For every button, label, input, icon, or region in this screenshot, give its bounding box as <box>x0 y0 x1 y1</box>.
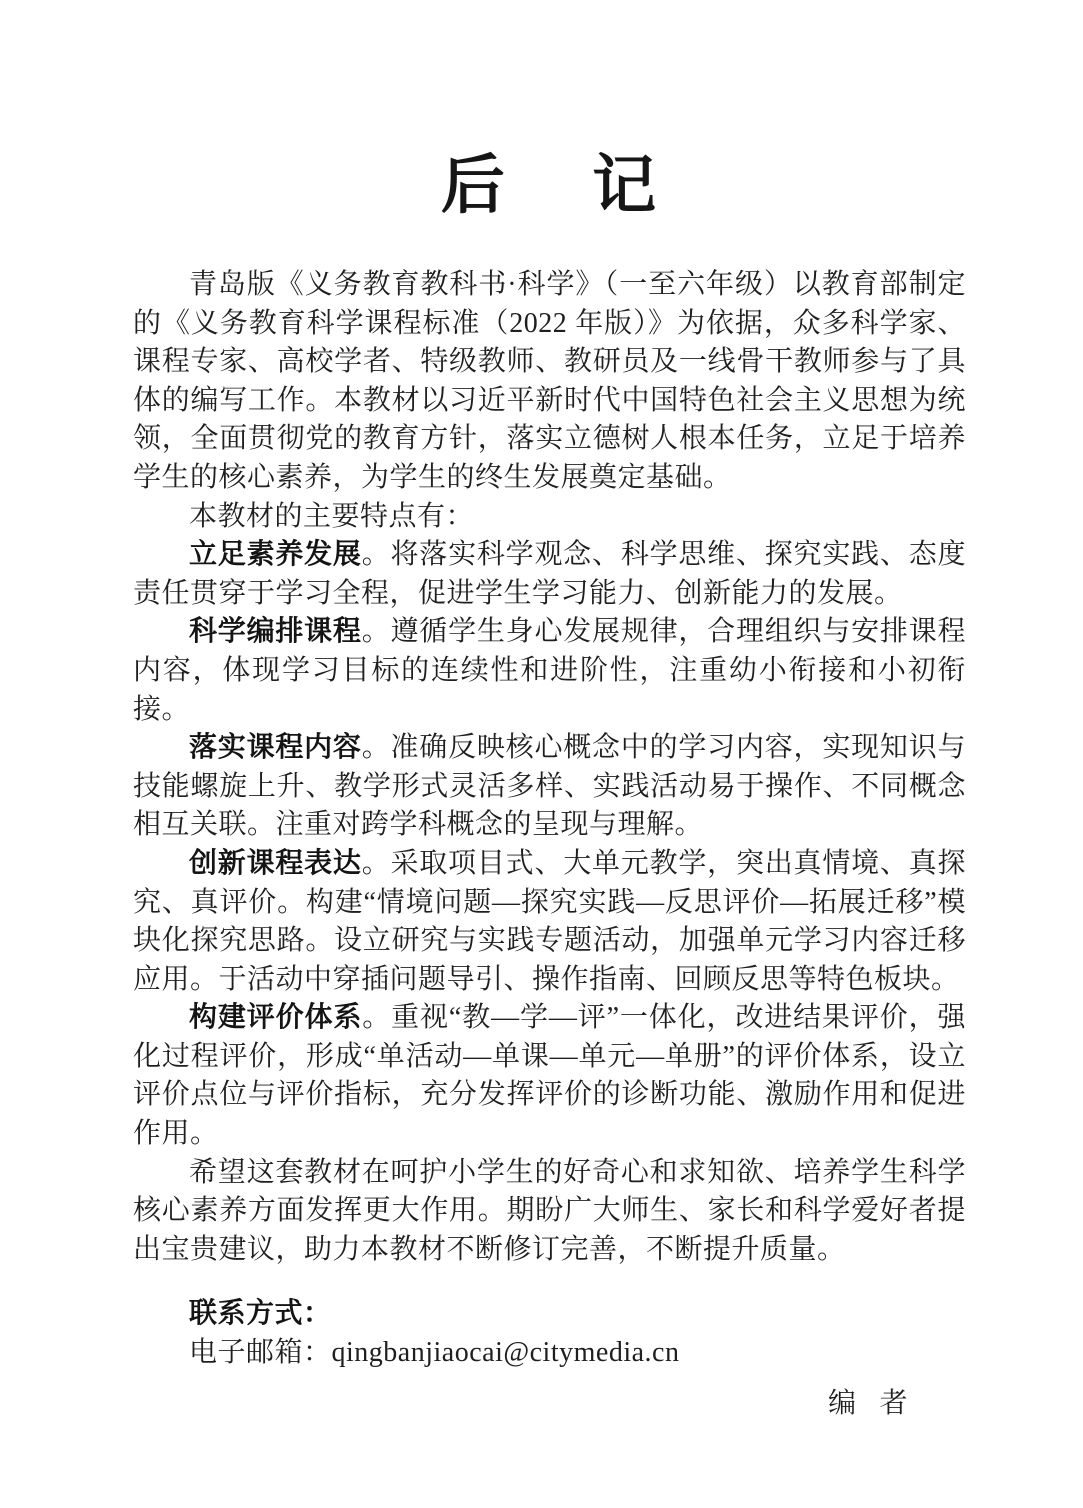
contact-section <box>133 1295 966 1372</box>
paragraph-text: 。重视“教—学—评”一体化，改进结果评价，强化过程评价，形成“单活动—单课—单元—单册”的评价体系，设立评价点位与评价指标，充分发挥评价的诊断功能、激励作用和促进作用。 <box>133 1002 966 1150</box>
paragraph-feature-2 <box>133 613 966 729</box>
page-title: 后 记 <box>440 150 659 221</box>
paragraph-feature-1 <box>133 536 966 613</box>
contact-heading-line <box>133 1295 966 1334</box>
paragraph-features-heading <box>133 498 966 537</box>
paragraph-lead: 科学编排课程 <box>189 616 362 648</box>
paragraph-text: 。将落实科学观念、科学思维、探究实践、态度责任贯穿于学习全程，促进学生学习能力、创新能力的发展。 <box>133 539 966 609</box>
paragraph-text: 希望这套教材在呵护小学生的好奇心和求知欲、培养学生科学核心素养方面发挥更大作用。期盼广大师生、家长和科学爱好者提出宝贵建议，助力本教材不断修订完善，不断提升质量。 <box>133 1156 966 1265</box>
paragraph-intro <box>133 266 966 498</box>
body-text <box>133 266 966 1423</box>
paragraph-closing <box>133 1154 966 1270</box>
paragraph-text: 。准确反映核心概念中的学习内容，实现知识与技能螺旋上升、教学形式灵活多样、实践活动易于操作、不同概念相互关联。注重对跨学科概念的呈现与理解。 <box>133 732 966 841</box>
paragraph-lead: 创新课程表达 <box>189 847 362 879</box>
contact-heading: 联系方式： <box>189 1298 332 1330</box>
paragraph-text: 。采取项目式、大单元教学，突出真情境、真探究、真评价。构建“情境问题—探究实践—反思评价—拓展迁移”模块化探究思路。设立研究与实践专题活动，加强单元学习内容迁移应用。于活动中穿插问题导引、操作指南、回顾反思等特色板块。 <box>133 847 966 995</box>
signature-editors: 编 者 <box>828 1387 908 1419</box>
paragraph-text: 青岛版《义务教育教科书·科学》（一至六年级）以教育部制定的《义务教育科学课程标准（2022 年版）》为依据，众多科学家、课程专家、高校学者、特级教师、教研员及一线骨干教师参与了具体的编写工作。本教材以习近平新时代中国特色社会主义思想为统领，全面贯彻党的教育方针，落实立德树人根本任务，立足于培养学生的核心素养，为学生的终生发展奠定基础。 <box>133 269 966 493</box>
contact-email-line <box>133 1334 966 1373</box>
paragraph-feature-4 <box>133 845 966 999</box>
paragraph-feature-5 <box>133 999 966 1153</box>
paragraph-text: 。遵循学生身心发展规律，合理组织与安排课程内容，体现学习目标的连续性和进阶性，注重幼小衔接和小初衔接。 <box>133 616 966 725</box>
paragraph-lead: 落实课程内容 <box>189 732 362 764</box>
paragraph-feature-3 <box>133 729 966 845</box>
email-label: 电子邮箱： <box>189 1337 332 1369</box>
paragraph-lead: 构建评价体系 <box>189 1002 363 1034</box>
email-address: qingbanjiaocai@citymedia.cn <box>331 1337 680 1369</box>
paragraph-lead: 立足素养发展 <box>189 539 362 571</box>
paragraph-text: 本教材的主要特点有： <box>189 500 475 532</box>
